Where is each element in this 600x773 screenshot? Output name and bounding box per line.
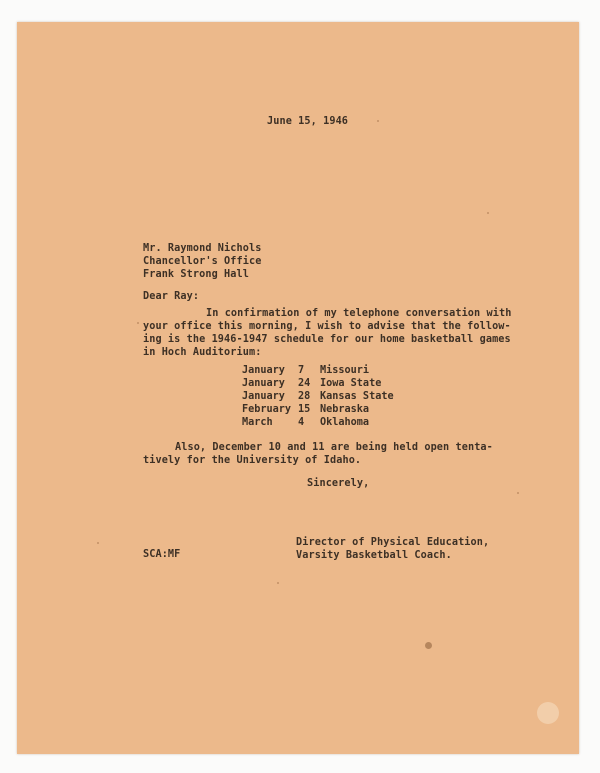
letter-page (17, 22, 579, 754)
schedule-opponent: Missouri (320, 365, 370, 376)
schedule-opponent: Iowa State (320, 378, 382, 389)
letter-date: June 15, 1946 (267, 116, 349, 127)
schedule-opponent: Kansas State (320, 391, 394, 402)
body-line: in Hoch Auditorium: (143, 347, 262, 358)
recipient-office: Chancellor's Office (143, 256, 262, 267)
schedule-day: 4 (298, 417, 305, 428)
body-line: ing is the 1946-1947 schedule for our home basketball games (143, 334, 511, 345)
paper-speck (487, 212, 489, 214)
salutation: Dear Ray: (143, 291, 200, 302)
paper-speck (377, 120, 379, 122)
signature-title-line: Varsity Basketball Coach. (296, 550, 452, 561)
schedule-day: 7 (298, 365, 305, 376)
schedule-month: January (242, 378, 285, 389)
paper-speck (97, 542, 99, 544)
schedule-day: 24 (298, 378, 311, 389)
signature-title-line: Director of Physical Education, (296, 537, 490, 548)
body-line: your office this morning, I wish to advise that the follow- (143, 321, 511, 332)
schedule-month: January (242, 391, 285, 402)
paper-speck (277, 582, 279, 584)
closing: Sincerely, (307, 478, 370, 489)
schedule-opponent: Nebraska (320, 404, 370, 415)
paper-speck (517, 492, 519, 494)
body-line: In confirmation of my telephone conversation with (206, 308, 512, 319)
also-line: Also, December 10 and 11 are being held open tenta- (175, 442, 493, 453)
schedule-day: 15 (298, 404, 311, 415)
also-line: tively for the University of Idaho. (143, 455, 362, 466)
schedule-month: March (242, 417, 273, 428)
typist-initials: SCA:MF (143, 549, 181, 560)
paper-speck (537, 702, 559, 724)
schedule-month: January (242, 365, 285, 376)
schedule-opponent: Oklahoma (320, 417, 370, 428)
schedule-month: February (242, 404, 292, 415)
schedule-day: 28 (298, 391, 311, 402)
recipient-name: Mr. Raymond Nichols (143, 243, 262, 254)
paper-speck (137, 322, 139, 324)
paper-speck (425, 642, 432, 649)
recipient-building: Frank Strong Hall (143, 269, 249, 280)
